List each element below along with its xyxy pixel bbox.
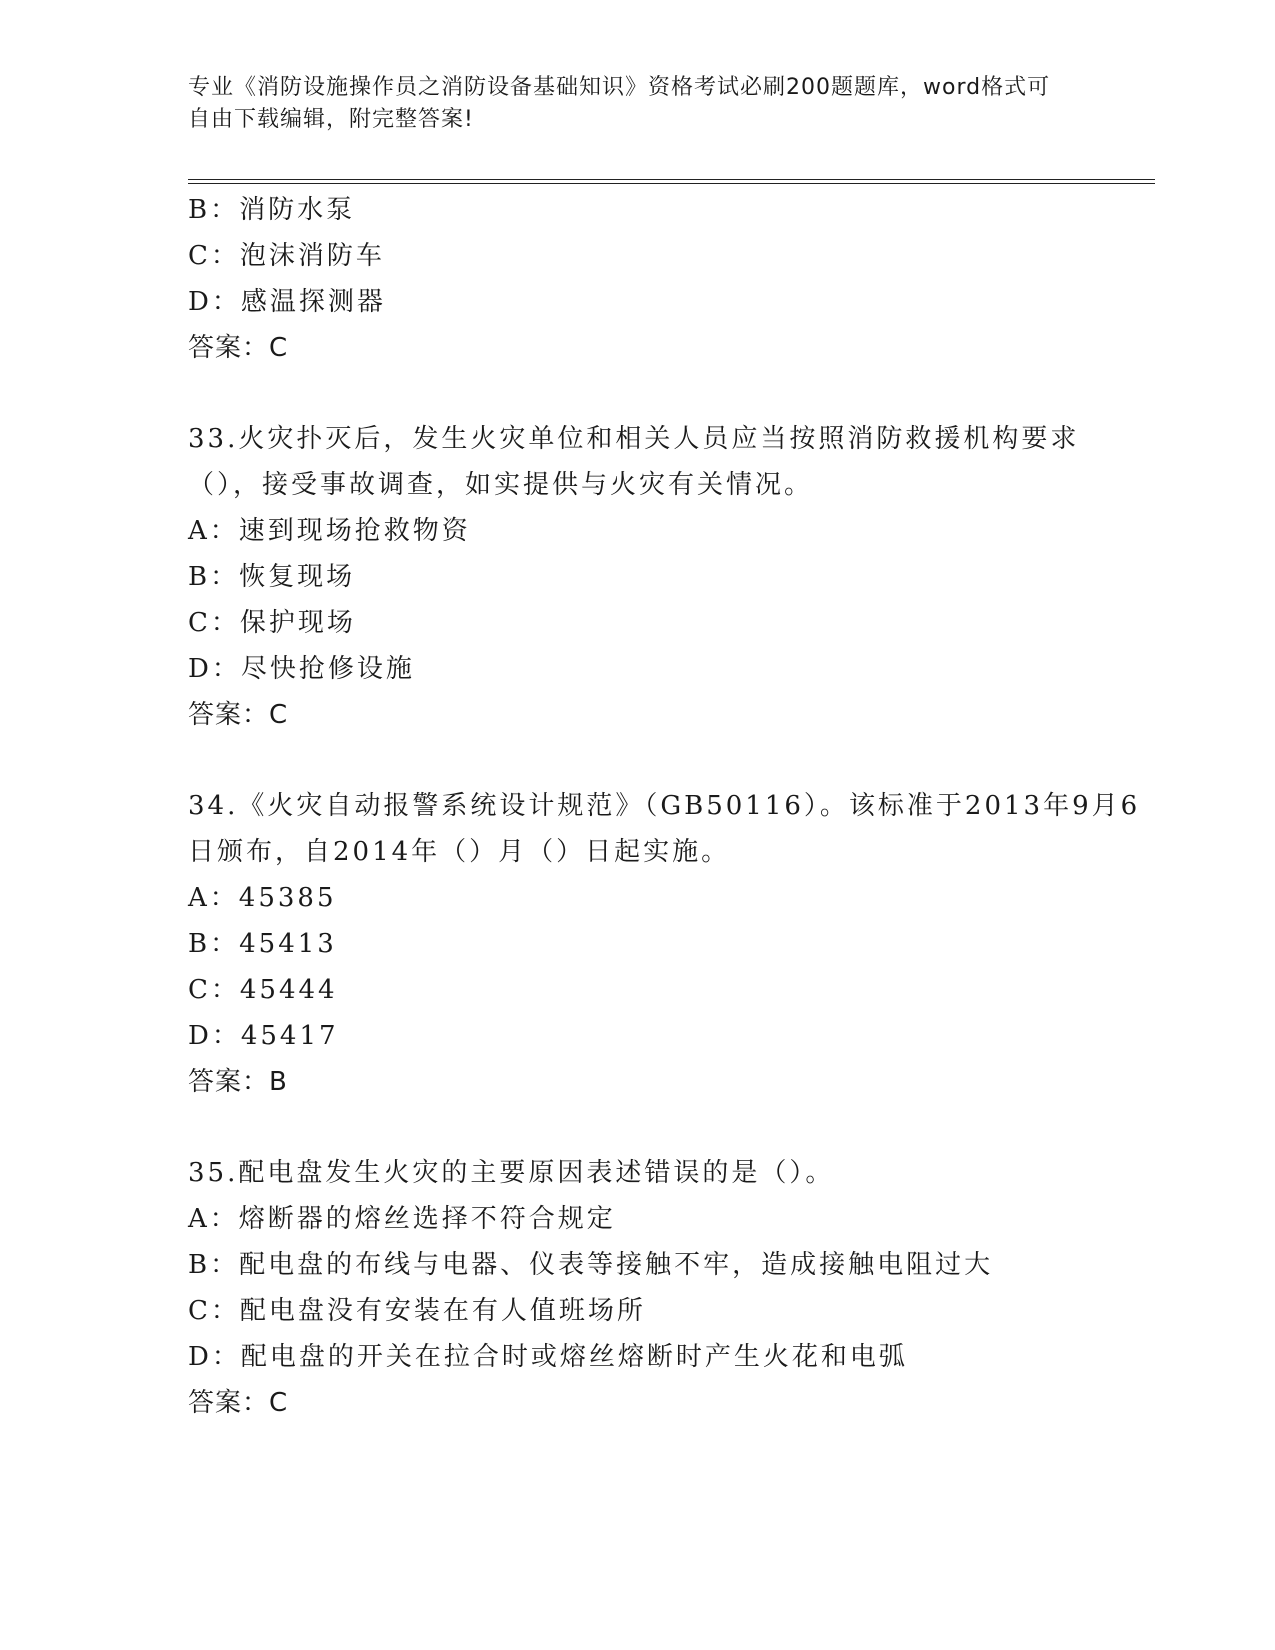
option-d: D：45417 [188, 1021, 339, 1051]
option-c: C：配电盘没有安装在有人值班场所 [188, 1296, 646, 1326]
option-a: A：45385 [188, 883, 337, 913]
question-35 [188, 1150, 1148, 1426]
question-stem: 34.《火灾自动报警系统设计规范》（GB50116）。该标准于2013年9月6日颁布，自2014年（）月（）日起实施。 [188, 791, 1141, 867]
header-divider-top [188, 179, 1155, 180]
header-divider-bottom [188, 183, 1155, 184]
question-list [188, 187, 1148, 1426]
option-b: B：恢复现场 [188, 562, 356, 592]
answer: 答案：B [188, 1067, 288, 1097]
option-b: B：消防水泵 [188, 195, 356, 225]
option-b: B：配电盘的布线与电器、仪表等接触不牢，造成接触电阻过大 [188, 1250, 994, 1280]
answer: 答案：C [188, 1388, 289, 1418]
option-a: A：速到现场抢救物资 [188, 516, 471, 546]
option-d: D：尽快抢修设施 [188, 654, 415, 684]
option-c: C：泡沫消防车 [188, 241, 385, 271]
option-a: A：熔断器的熔丝选择不符合规定 [188, 1204, 616, 1234]
question-33 [188, 416, 1148, 738]
option-c: C：45444 [188, 975, 338, 1005]
answer: 答案：C [188, 333, 289, 363]
option-b: B：45413 [188, 929, 337, 959]
question-34 [188, 783, 1148, 1105]
question-stem: 35.配电盘发生火灾的主要原因表述错误的是（）。 [188, 1158, 835, 1188]
option-d: D：配电盘的开关在拉合时或熔丝熔断时产生火花和电弧 [188, 1342, 908, 1372]
answer: 答案：C [188, 700, 289, 730]
question-stem: 33.火灾扑灭后，发生火灾单位和相关人员应当按照消防救援机构要求（），接受事故调查，如实提供与火灾有关情况。 [188, 424, 1080, 500]
document-header: 专业《消防设施操作员之消防设备基础知识》资格考试必刷200题题库，word格式可自由下载编辑，附完整答案! [188, 75, 1051, 132]
option-d: D：感温探测器 [188, 287, 386, 317]
question-32 [188, 187, 1148, 371]
option-c: C：保护现场 [188, 608, 356, 638]
